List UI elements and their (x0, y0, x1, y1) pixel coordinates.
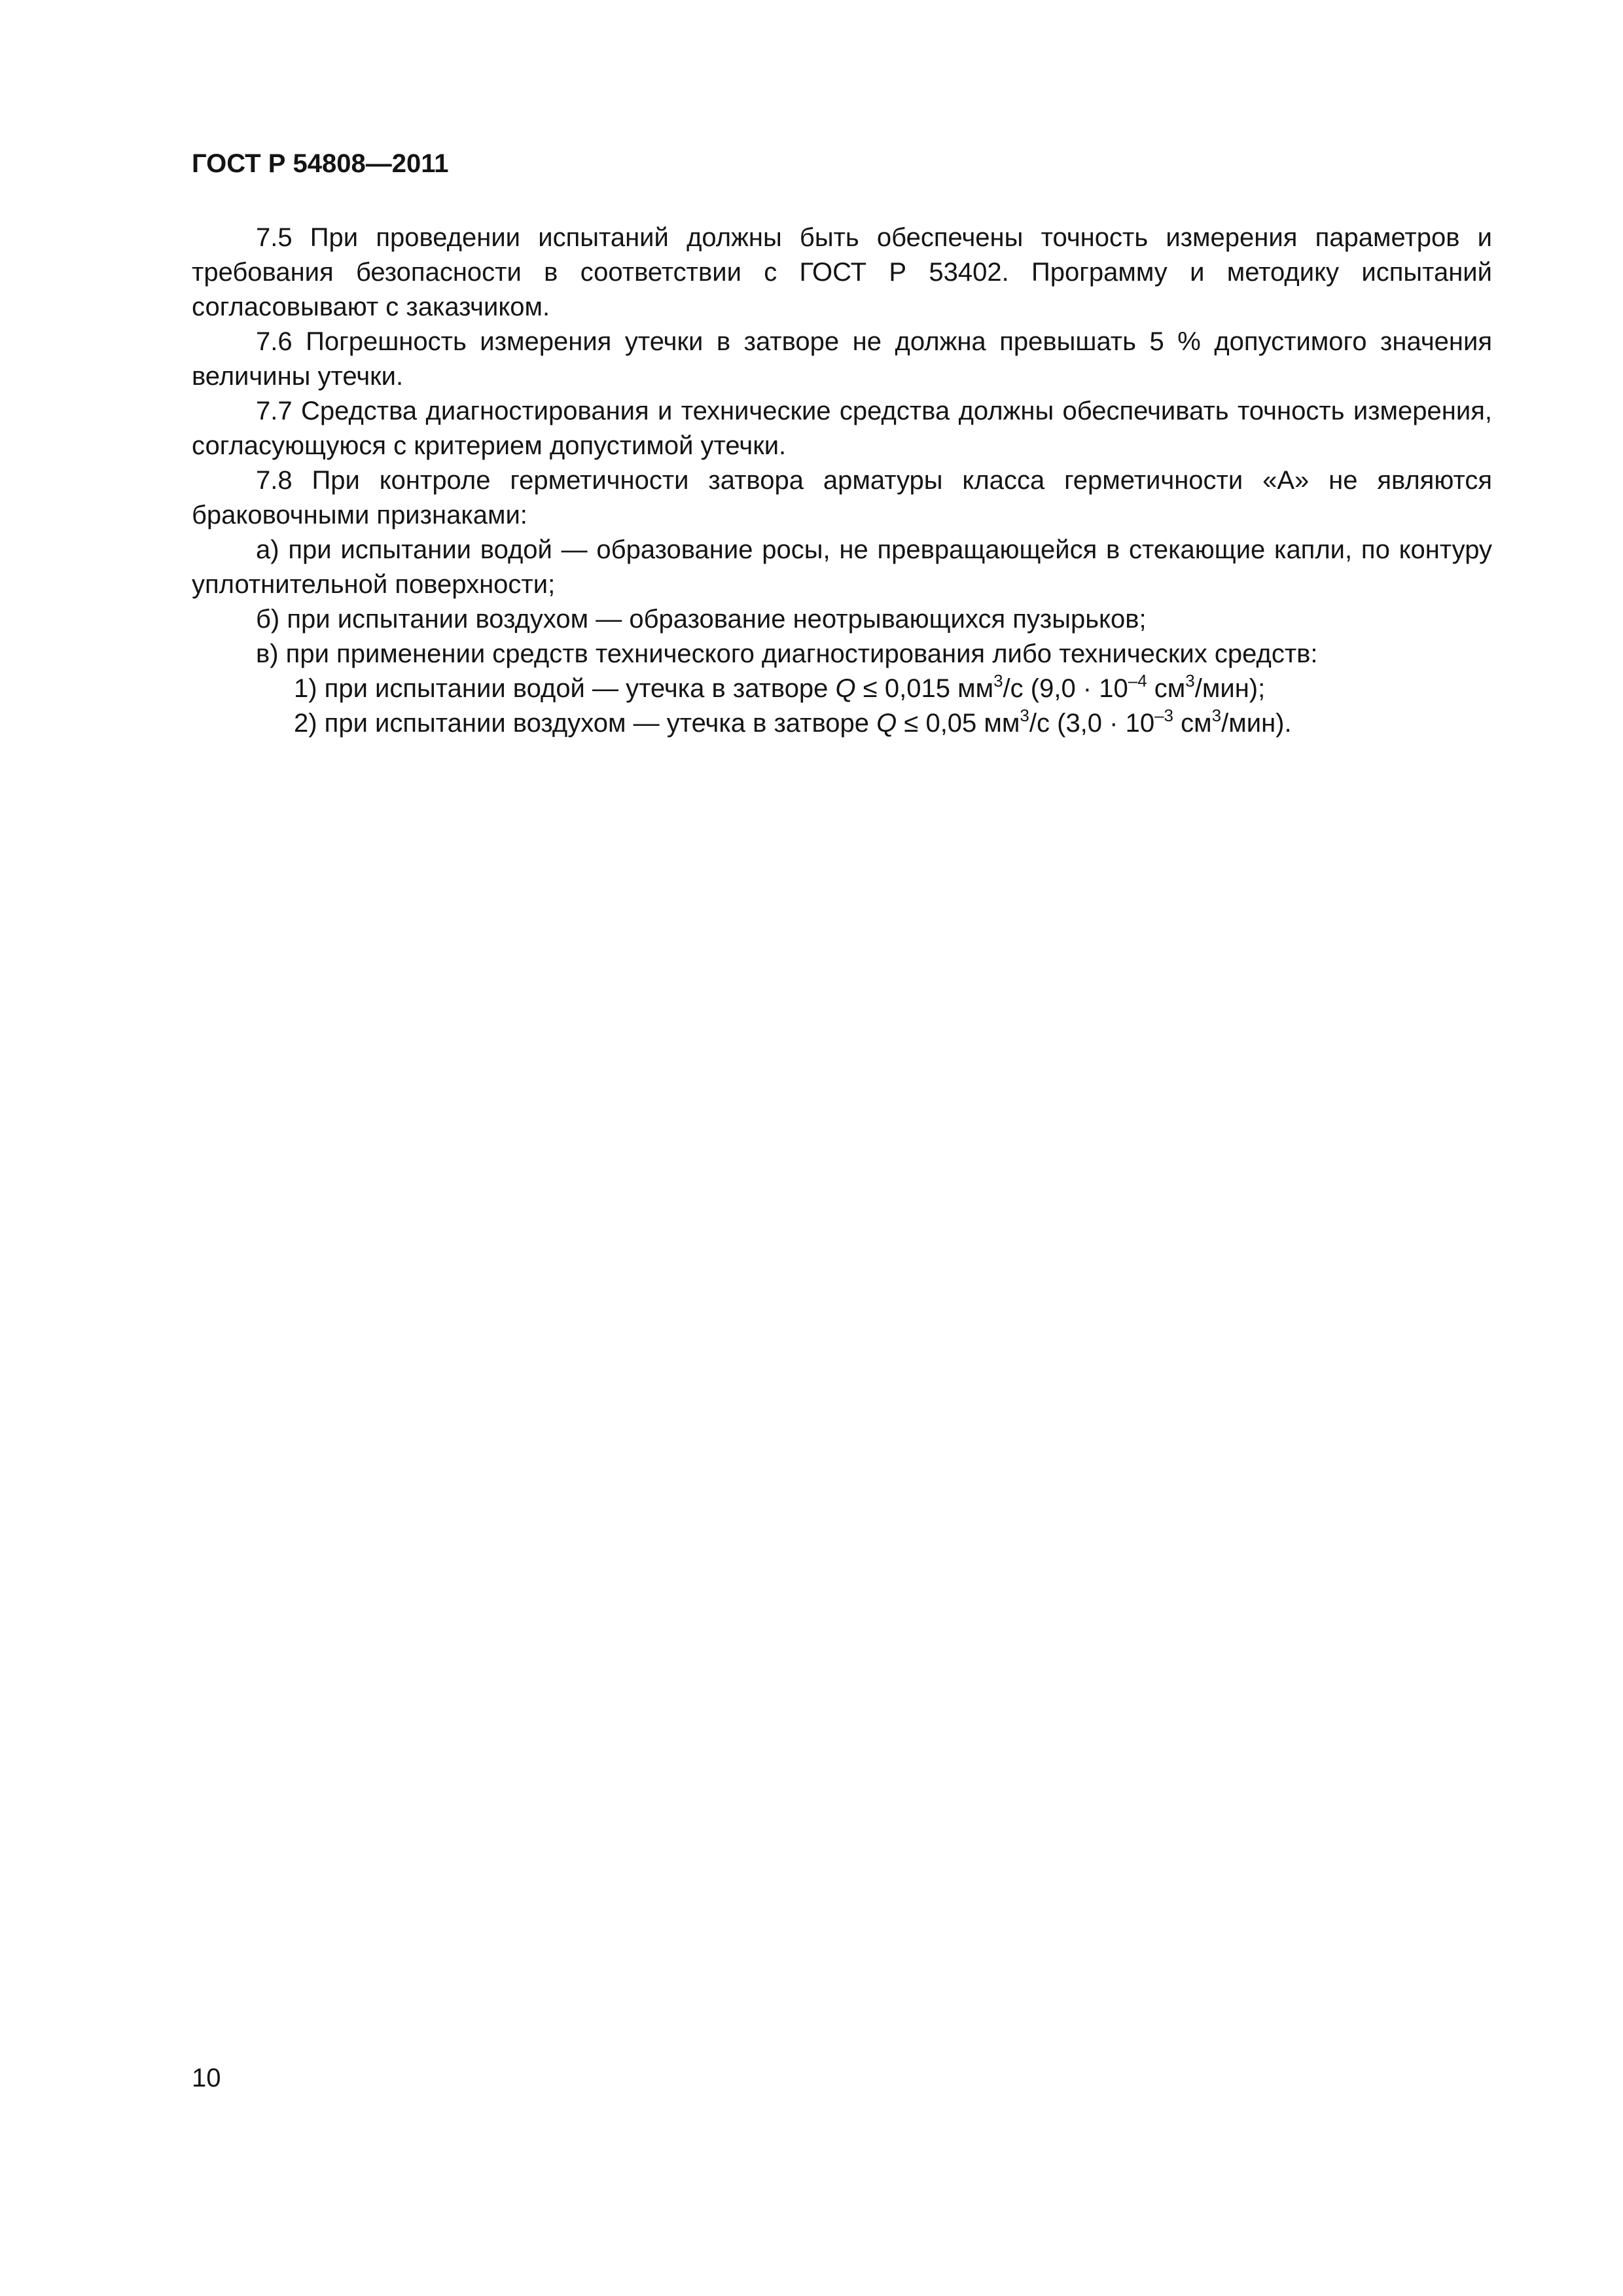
document-header: ГОСТ Р 54808—2011 (192, 149, 449, 178)
superscript: –4 (1128, 670, 1147, 691)
paragraph-7-7: 7.7 Средства диагностирования и технические средства должны обеспечивать точность измерения, согласующуюся с критерием допустимой утечки. (192, 397, 1492, 460)
subitem-text: 2) при испытании воздухом — утечка в затворе (294, 709, 877, 738)
subitem-text: /с (3,0 · 10 (1029, 709, 1155, 738)
subitem-text: /мин); (1194, 674, 1266, 703)
subitem-text: см (1147, 674, 1186, 703)
superscript: –3 (1154, 705, 1174, 725)
subitem-text: /с (9,0 · 10 (1003, 674, 1128, 703)
subitem-text: /мин). (1221, 709, 1292, 738)
subitem-1 (192, 672, 1492, 706)
paragraph-7-8: 7.8 При контроле герметичности затвора арматуры класса герметичности «А» не являются браковочными признаками: (192, 466, 1492, 529)
paragraph-7-6: 7.6 Погрешность измерения утечки в затворе не должна превышать 5 % допустимого значения величины утечки. (192, 327, 1492, 391)
variable-q: Q (876, 709, 897, 738)
list-item-v: в) при применении средств технического диагностирования либо технических средств: (256, 639, 1318, 668)
page-number: 10 (192, 2064, 221, 2092)
superscript: 3 (1185, 670, 1195, 691)
document-body (192, 221, 1492, 741)
superscript: 3 (1211, 705, 1222, 725)
subitem-text: ≤ 0,015 мм (855, 674, 994, 703)
subitem-2 (192, 706, 1492, 741)
paragraph-7-5: 7.5 При проведении испытаний должны быть обеспечены точность измерения параметров и требования безопасности в соответствии с ГОСТ Р 53402. Программу и методику испытаний согласовывают с заказчиком. (192, 223, 1492, 321)
variable-q: Q (835, 674, 856, 703)
subitem-text: см (1173, 709, 1212, 738)
superscript: 3 (1020, 705, 1029, 725)
subitem-text: ≤ 0,05 мм (897, 709, 1020, 738)
subitem-text: 1) при испытании водой — утечка в затворе (294, 674, 836, 703)
list-item-a: а) при испытании водой — образование росы, не превращающейся в стекающие капли, по контуру уплотнительной поверхности; (192, 535, 1492, 599)
superscript: 3 (993, 670, 1003, 691)
list-item-b: б) при испытании воздухом — образование неотрывающихся пузырьков; (256, 605, 1147, 634)
